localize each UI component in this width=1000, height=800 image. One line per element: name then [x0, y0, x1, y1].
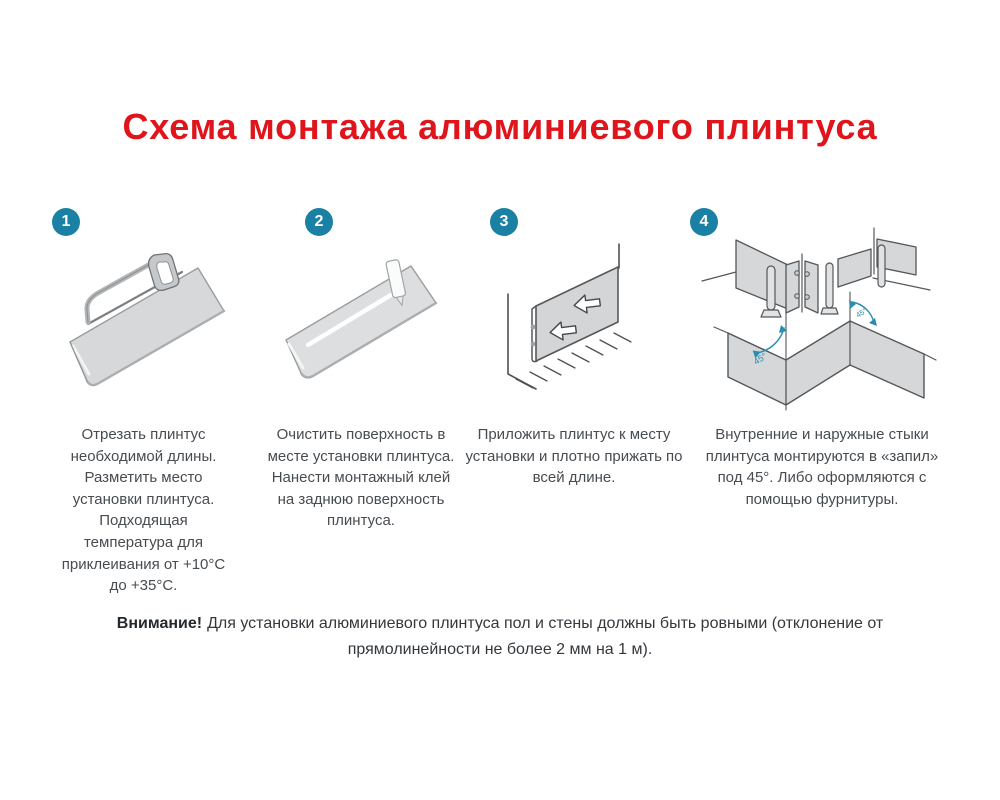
step-4-description: Внутренние и наружные стыки плинтуса монтируются в «запил» под 45°. Либо оформляются с помощью фурнитуры.	[705, 426, 939, 508]
step-1-description: Отрезать плинтус необходимой длины. Разметить место установки плинтуса. Подходящая температура для приклеивания от +10°С до +35°С.	[61, 426, 226, 595]
angle-label-inner: 45°	[854, 305, 869, 320]
corner-joints-drawing	[698, 226, 940, 416]
hacksaw-cutting-plinth-illustration	[58, 242, 253, 414]
step-3-description: Приложить плинтус к месту установки и плотно прижать по всей длине.	[465, 426, 683, 487]
step-3-number-badge: 3	[490, 208, 518, 236]
hacksaw-plinth-drawing	[58, 242, 253, 414]
press-plinth-illustration	[478, 232, 668, 404]
corner-joints-illustration	[698, 226, 940, 416]
page-title: Схема монтажа алюминиевого плинтуса	[122, 106, 878, 147]
step-1-number-badge: 1	[52, 208, 80, 236]
press-plinth-drawing	[478, 232, 668, 404]
glue-application-illustration	[278, 244, 463, 404]
connector-pin	[821, 263, 838, 314]
step-4-number-badge: 4	[690, 208, 718, 236]
corner-fittings-diagram	[702, 228, 930, 317]
step-2-description: Очистить поверхность в месте установки плинтуса. Нанести монтажный клей на заднюю поверхность плинтуса.	[267, 426, 455, 530]
angle-label-outer: 45°	[751, 350, 769, 367]
warning-label: Внимание!	[116, 615, 203, 632]
plinth-panel	[536, 267, 618, 361]
plinth-strip	[286, 266, 436, 377]
plinth-plank	[70, 268, 224, 385]
warning-note	[50, 611, 950, 662]
glue-plinth-drawing	[278, 244, 463, 404]
warning-text: Для установки алюминиевого плинтуса пол и стены должны быть ровными (отклонение от прямолинейности не более 2 мм на 1 м).	[207, 615, 884, 658]
step-2-number-badge: 2	[305, 208, 333, 236]
